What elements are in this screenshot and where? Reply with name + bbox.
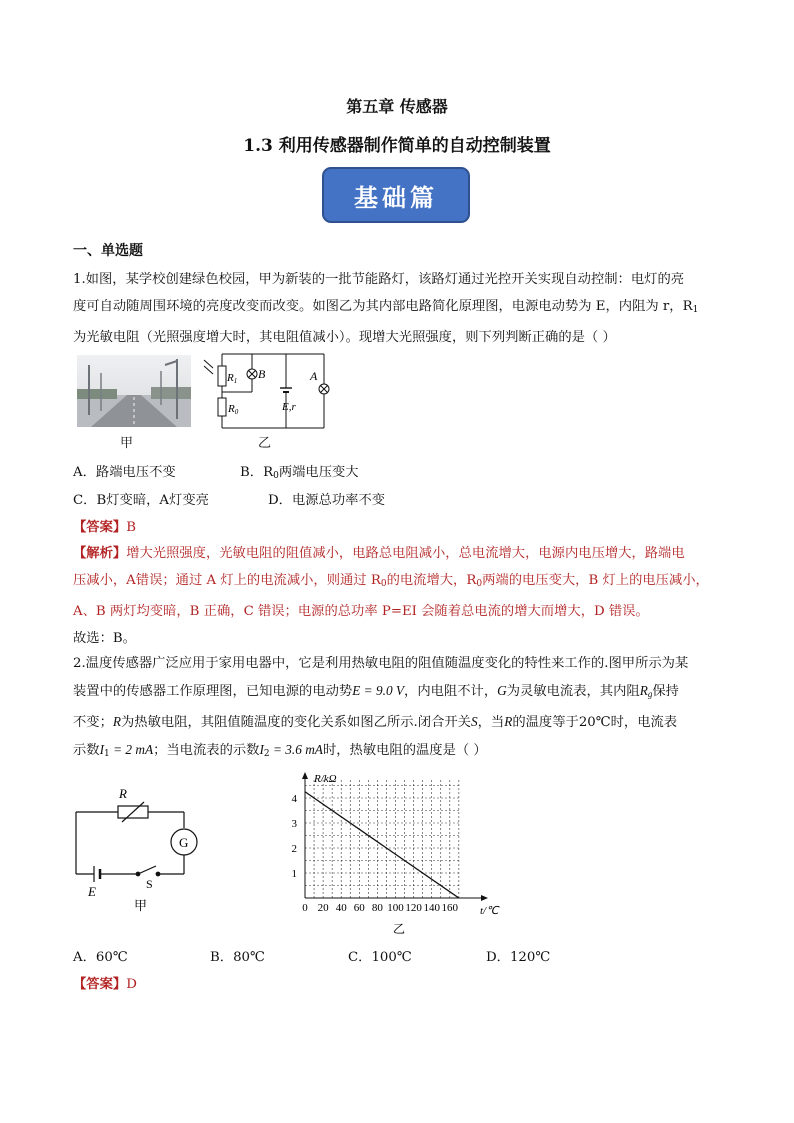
q2-answer: 【答案】D (73, 977, 137, 992)
level-badge: 基础篇 (322, 167, 470, 223)
y-axis-arrow (302, 772, 308, 779)
q1-answer: 【答案】B (73, 520, 136, 535)
chart-ticks (292, 793, 459, 914)
q1-stem (73, 266, 723, 351)
x-tick-label: 120 (405, 902, 422, 914)
chapter-title: 第五章 传感器 (346, 97, 448, 116)
q2-option-b: B．80℃ (210, 950, 265, 965)
circuit-caption: 甲 (134, 898, 148, 913)
photo-trees-left (77, 389, 117, 399)
resistance-temperature-chart (284, 768, 520, 940)
q1-option-d: D．电源总功率不变 (268, 493, 386, 508)
lamp-a-label: A (310, 369, 318, 383)
source-label: E,r (282, 401, 296, 413)
lamp-b-label: B (258, 367, 266, 381)
x-tick-label: 40 (335, 902, 347, 914)
q2-stem-line-3: 不变；R为热敏电阻，其阻值随温度的变化关系如图乙所示.闭合开关S，当R的温度等于20℃时，电流表 (73, 714, 678, 730)
y-tick-label: 4 (291, 793, 297, 805)
y-tick-label: 1 (291, 868, 297, 880)
q1-option-c: C．B灯变暗，A灯变亮 (73, 493, 209, 508)
y-tick-label: 3 (291, 818, 297, 830)
y-tick-label: 2 (291, 843, 297, 855)
r0-resistor (218, 398, 226, 416)
x-tick-label: 160 (441, 902, 459, 914)
r1-resistor (218, 366, 226, 386)
q1-stem-line-2: 度可自动随周围环境的亮度改变而改变。如图乙为其内部电路简化原理图，电源电动势为 E，内阻为 r，$R_1$ (73, 299, 699, 315)
x-tick-label: 140 (423, 902, 440, 914)
q1-analysis (73, 540, 723, 625)
q1-conclusion: 故选：B。 (73, 631, 136, 646)
x-axis-arrow (481, 895, 488, 901)
graph-caption: 乙 (393, 922, 406, 936)
r1-label: R1 (227, 372, 238, 385)
analysis-line-3: A、B 两灯均变暗，B 正确，C 错误；电源的总功率 P=EI 会随着总电流的增大而增大，D 错误。 (73, 604, 649, 619)
x-tick-label: 80 (371, 902, 383, 914)
switch-blade (138, 866, 156, 874)
g-label: G (179, 835, 189, 850)
r-label: R (119, 786, 127, 801)
e-label: E (88, 884, 96, 899)
x-tick-label: 60 (353, 902, 365, 914)
street-light-photo (77, 355, 191, 427)
fig-a-caption: 甲 (120, 436, 134, 451)
x-axis-label: t/℃ (480, 905, 499, 917)
q1-stem-line-3: 为光敏电阻（光照强度增大时，其电阻值减小）。现增大光照强度，则下列判断正确的是（ ） (73, 330, 616, 345)
q1-circuit-diagram (200, 352, 330, 432)
chart-grid (305, 779, 459, 898)
q2-option-c: C．100℃ (348, 950, 412, 965)
r0-label: R0 (228, 403, 239, 416)
s-label: S (146, 877, 153, 891)
analysis-line-1: 【解析】增大光照强度，光敏电阻的阻值减小，电路总电阻减小，总电流增大，电源内电压增大，路端电 (73, 546, 685, 561)
q2-option-a: A．60℃ (73, 950, 128, 965)
q2-circuit-diagram (66, 784, 206, 914)
y-axis-label: R/kΩ (314, 773, 337, 785)
chart-series (305, 792, 459, 898)
x-tick-label: 0 (302, 902, 308, 914)
q2-stem-line-2: 装置中的传感器工作原理图，已知电源的电动势E = 9.0 V，内电阻不计，G为灵敏电流表，其内阻$R_g$保持 (73, 683, 679, 699)
q2-option-d: D．120℃ (486, 950, 551, 965)
fig-b-caption: 乙 (258, 436, 272, 451)
q1-option-b: B．$R_0$两端电压变大 (240, 465, 359, 481)
photo-trees-right (151, 387, 191, 399)
q2-stem-line-4: 示数$I_1 = 2$ mA；当电流表的示数$I_2 = 3.6$ mA时，热敏电阻的温度是（ ） (73, 742, 487, 759)
section-title: 1.3 利用传感器制作简单的自动控制装置 (243, 136, 551, 156)
x-tick-label: 100 (387, 902, 404, 914)
analysis-line-2: 压减小，A错误；通过 A 灯上的电流减小，则通过 $R_0$的电流增大，$R_0$两端的电压变大，B 灯上的电压减小， (73, 573, 709, 589)
series-line (305, 792, 459, 898)
q1-option-a: A．路端电压不变 (73, 465, 176, 480)
subscript: 1 (692, 305, 699, 315)
x-tick-label: 20 (317, 902, 329, 914)
q2-stem-line-1: 2.温度传感器广泛应用于家用电器中，它是利用热敏电阻的阻值随温度变化的特性来工作的.图甲所示为某 (73, 656, 689, 671)
section-heading: 一、单选题 (73, 243, 143, 259)
q2-stem (73, 650, 723, 768)
q1-stem-line-1: 1.如图，某学校创建绿色校园，甲为新装的一批节能路灯，该路灯通过光控开关实现自动控制：电灯的亮 (73, 272, 685, 287)
